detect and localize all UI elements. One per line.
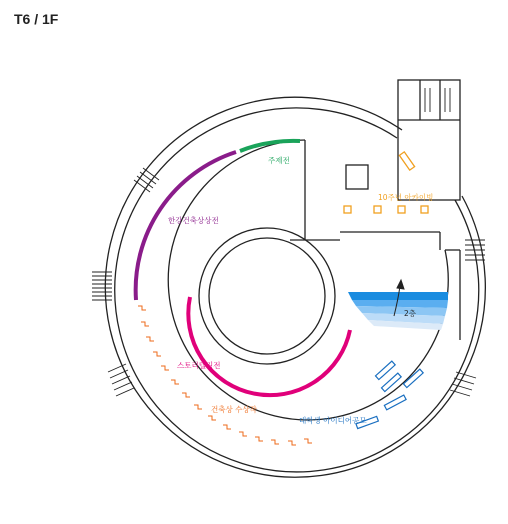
zone-theme-label[interactable]: 주제전 [268, 156, 290, 165]
archive-boxes [344, 152, 428, 213]
zone-hangang-label[interactable]: 한강건축상상전 [168, 216, 219, 225]
zone-award-label[interactable]: 건축상 수상작 [211, 405, 257, 414]
zone-floor2-label[interactable]: 2층 [404, 309, 417, 318]
zone-archive-label[interactable]: 10주년 아카이빙 [378, 193, 434, 202]
zone-storytelling-label[interactable]: 스토리텔링전 [177, 361, 221, 370]
zone-storytelling-arc[interactable] [188, 297, 350, 395]
zone-student-label[interactable]: 대학생 아이디어공모 [299, 416, 367, 425]
floor-title: T6 / 1F [14, 11, 59, 27]
